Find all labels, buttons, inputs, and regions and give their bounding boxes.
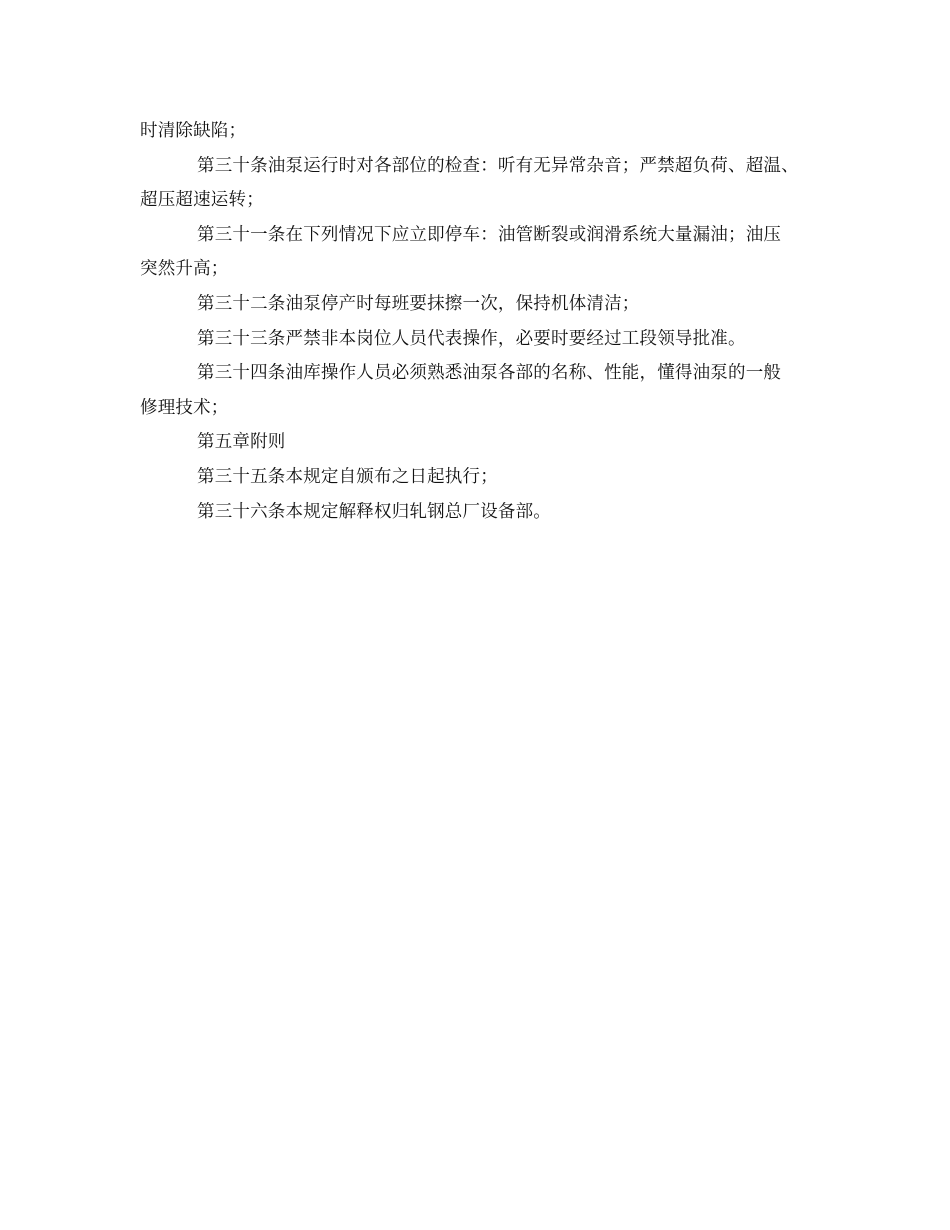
paragraph-article-32 bbox=[140, 287, 830, 322]
paragraph-article-34 bbox=[140, 356, 830, 425]
paragraph-article-30 bbox=[140, 149, 830, 218]
text-line: 第三十条油泵运行时对各部位的检查：听有无异常杂音；严禁超负荷、超温、 bbox=[197, 155, 799, 176]
text-line: 第三十二条油泵停产时每班要抹擦一次，保持机体清洁； bbox=[197, 293, 640, 314]
paragraph-article-31 bbox=[140, 218, 830, 287]
text-line: 第三十一条在下列情况下应立即停车：油管断裂或润滑系统大量漏油；油压 bbox=[197, 224, 782, 245]
text-line: 突然升高； bbox=[140, 259, 229, 280]
text-line: 第三十三条严禁非本岗位人员代表操作，必要时要经过工段领导批准。 bbox=[197, 328, 746, 349]
paragraph-article-33 bbox=[140, 322, 830, 357]
text-line: 第五章附则 bbox=[197, 432, 286, 453]
text-line: 时清除缺陷； bbox=[140, 121, 247, 141]
text-line: 修理技术； bbox=[140, 397, 229, 418]
text-line: 超压超速运转； bbox=[140, 190, 264, 211]
chapter-heading bbox=[140, 425, 830, 460]
text-line: 第三十六条本规定解释权归轧钢总厂设备部。 bbox=[197, 501, 551, 522]
paragraph-article-36 bbox=[140, 495, 830, 530]
paragraph-article-35 bbox=[140, 460, 830, 495]
document-body bbox=[140, 114, 830, 529]
text-line: 第三十五条本规定自颁布之日起执行； bbox=[197, 466, 498, 487]
paragraph-continuation bbox=[140, 114, 830, 149]
text-line: 第三十四条油库操作人员必须熟悉油泵各部的名称、性能，懂得油泵的一般 bbox=[197, 363, 782, 384]
